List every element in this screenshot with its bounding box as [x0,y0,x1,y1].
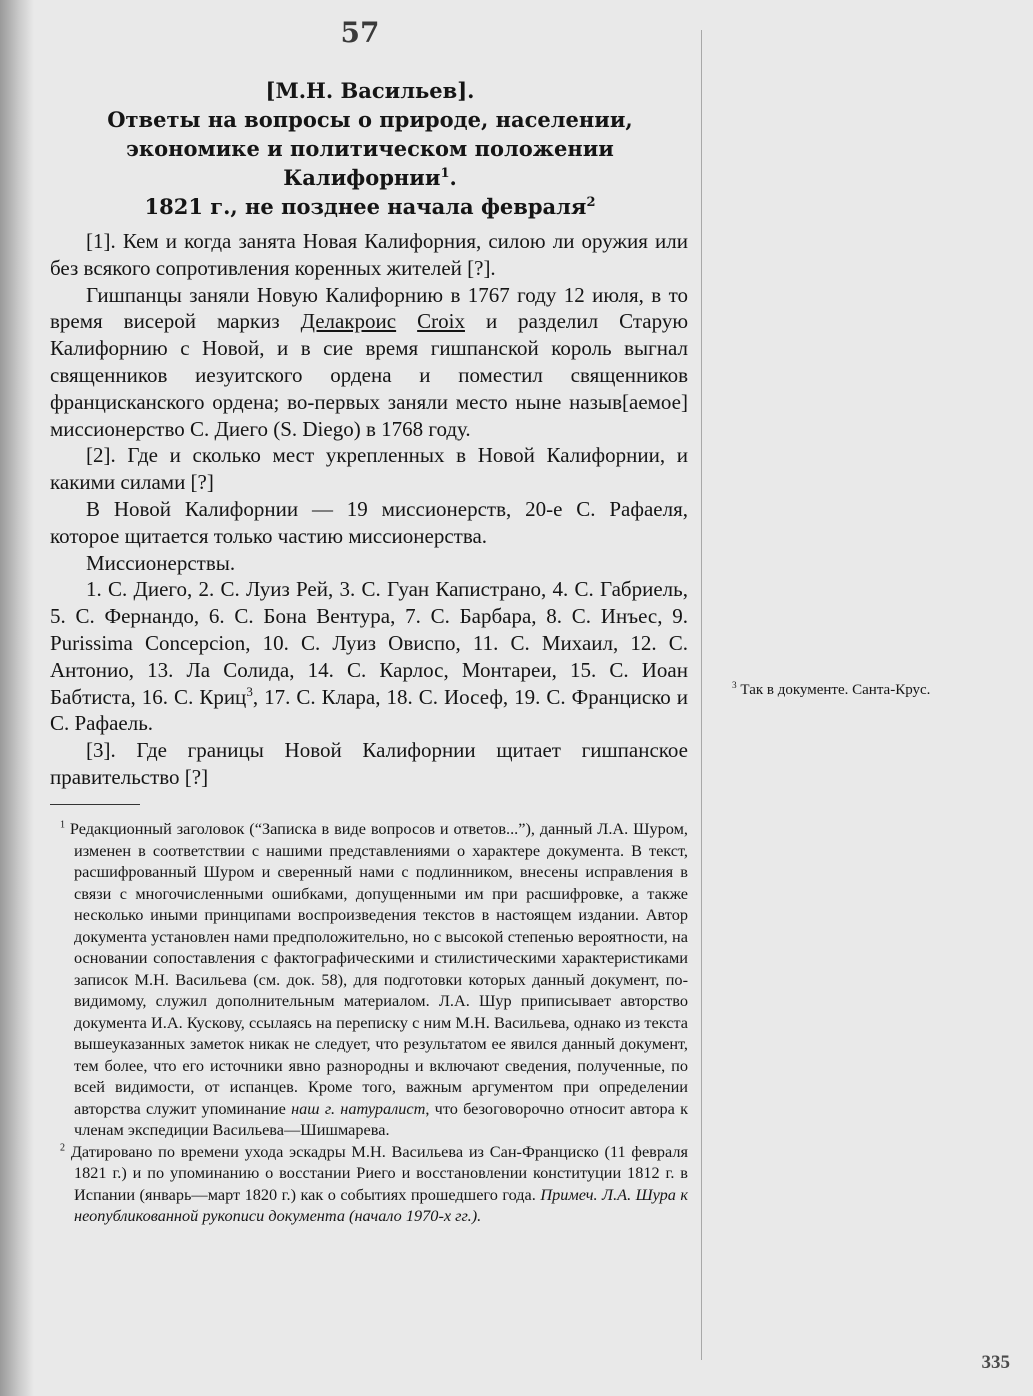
footnote-1-text-a: Редакционный заголовок (“Записка в виде вопросов и ответов...”), данный Л.А. Шуром, изменен в соответствии с нашими представлениями о характере документа. В текст, расшифрованный Шуром и сверенный нами с подлинником, внесены исправления в связи с многочисленными ошибками, допущенными им при расшифровке, а также несколько иными принципами воспроизведения текстов в настоящем издании. Автор документа установлен нами предположительно, но с высокой степенью вероятности, на основании сопоставления с фактографическими и стилистическими характеристиками записок М.Н. Васильева (см. док. 58), для подготовки которых данный документ, по-видимому, служил дополнительным материалом. Л.А. Шур приписывает авторство документа И.А. Кускову, ссылаясь на переписку с ним М.Н. Васильева, однако из текста вышеуказанных заметок никак не следует, что результатом ее явился данный документ, тем более, что его источники явно разнородны и включают сведения, полученные, по всей видимости, от испанцев. Кроме того, важным аргументом при определении авторства служит упоминание [69,819,688,1118]
footnote-2-text-a: Датировано по времени ухода эскадры М.Н. Васильева из Сан-Франциско (11 февраля 1821 г.) и по упоминанию о восстании Риего и восстановлении конституции 1812 г. в Испании (январь—март 1820 г.) как о событиях прошедшего года. [70,1141,688,1204]
main-text [50,228,688,791]
page-number: 335 [981,1352,1010,1373]
footnote-separator [50,804,140,805]
missions-heading: Миссионерствы. [86,550,236,575]
footnote-1-marker: 1 [60,819,66,831]
binding-shadow [0,0,34,1396]
footnote-2-marker: 2 [60,1142,66,1154]
document-number: 57 [340,16,380,49]
footnotes [50,818,688,1227]
heading-date [50,192,690,221]
underlined-name-2: Croix [417,309,465,334]
footnote-ref-1[interactable]: 1 [440,166,450,181]
answer-1 [50,282,688,443]
question-3: [3]. Где границы Новой Калифорнии щитает гишпанское правительство [?] [50,738,688,789]
heading-author: [М.Н. Васильев]. [265,78,475,103]
heading-line-3: экономике и политическом положении Калифорнии$^1$. [126,136,614,190]
footnote-2-italic: Примеч. Л.А. Шура к неопубликованной рукописи документа (начало 1970-х гг.). [74,1184,688,1225]
question-2: [2]. Где и сколько мест укрепленных в Новой Калифорнии, и какими силами [?] [50,443,688,495]
question-1: [1]. Кем и когда занята Новая Калифорния, силою ли оружия или без всякого сопротивления коренных жителей [?]. [50,229,688,280]
footnote-1-text-b: , что безоговорочно относит автора к членам экспедиции Васильева—Шишмарева. [74,1098,688,1139]
missions-list [50,576,688,737]
underlined-name-1: Делакроис [300,309,397,334]
footnote-1-italic: наш г. натуралист [291,1098,426,1118]
document-heading [50,76,690,221]
margin-footnote-3-text: Так в документе. Санта-Крус. [740,682,931,698]
footnote-ref-3[interactable]: 3 [246,683,253,699]
footnote-2 [50,1141,688,1227]
missions-list-part-b: , 17. С. Клара, 18. С. Иосеф, 19. С. Франциско и С. Рафаель. [50,684,689,736]
heading-date-text: 1821 г., не позднее начала февраля [144,194,587,219]
margin-rule [701,30,702,1360]
footnote-1 [50,818,688,1141]
missions-list-part-a: 1. С. Диего, 2. С. Луиз Рей, 3. С. Гуан Капистрано, 4. С. Габриель, 5. С. Фернандо, 6. С. Бона Вентура, 7. С. Барбара, 8. С. Инъес, 9. Purissima Concepcion, 10. С. Луиз Овиспо, 11. С. Михаил, 12. С. Антонио, 13. Ла Солида, 14. С. Карлос, Монтареи, 15. С. Иоан Бабтиста, 16. С. Криц [50,577,688,709]
footnote-ref-2[interactable]: 2 [586,195,596,210]
answer-1-part-a: Гишпанцы заняли Новую Калифорнию в 1767 году 12 июля, в то время висерой маркиз [50,282,688,334]
heading-line-3-text: экономике и политическом положении Калифорнии [126,136,614,190]
heading-line-2: Ответы на вопросы о природе, населении, [107,107,633,132]
answer-2: В Новой Калифорнии — 19 миссионерств, 20-е С. Рафаеля, которое щитается только частию миссионерства. [50,496,688,548]
answer-1-part-b: и разделил Старую Калифорнию с Новой, и в сие время гишпанской король выгнал священников иезуитского ордена и поместил священников францисканского ордена; во-первых заняли место ныне назыв[аемое] миссионерство С. Диего (S. Diego) в 1768 году. [50,309,689,441]
margin-footnote-3 [732,680,1012,700]
margin-footnote-3-marker: 3 [732,681,737,691]
